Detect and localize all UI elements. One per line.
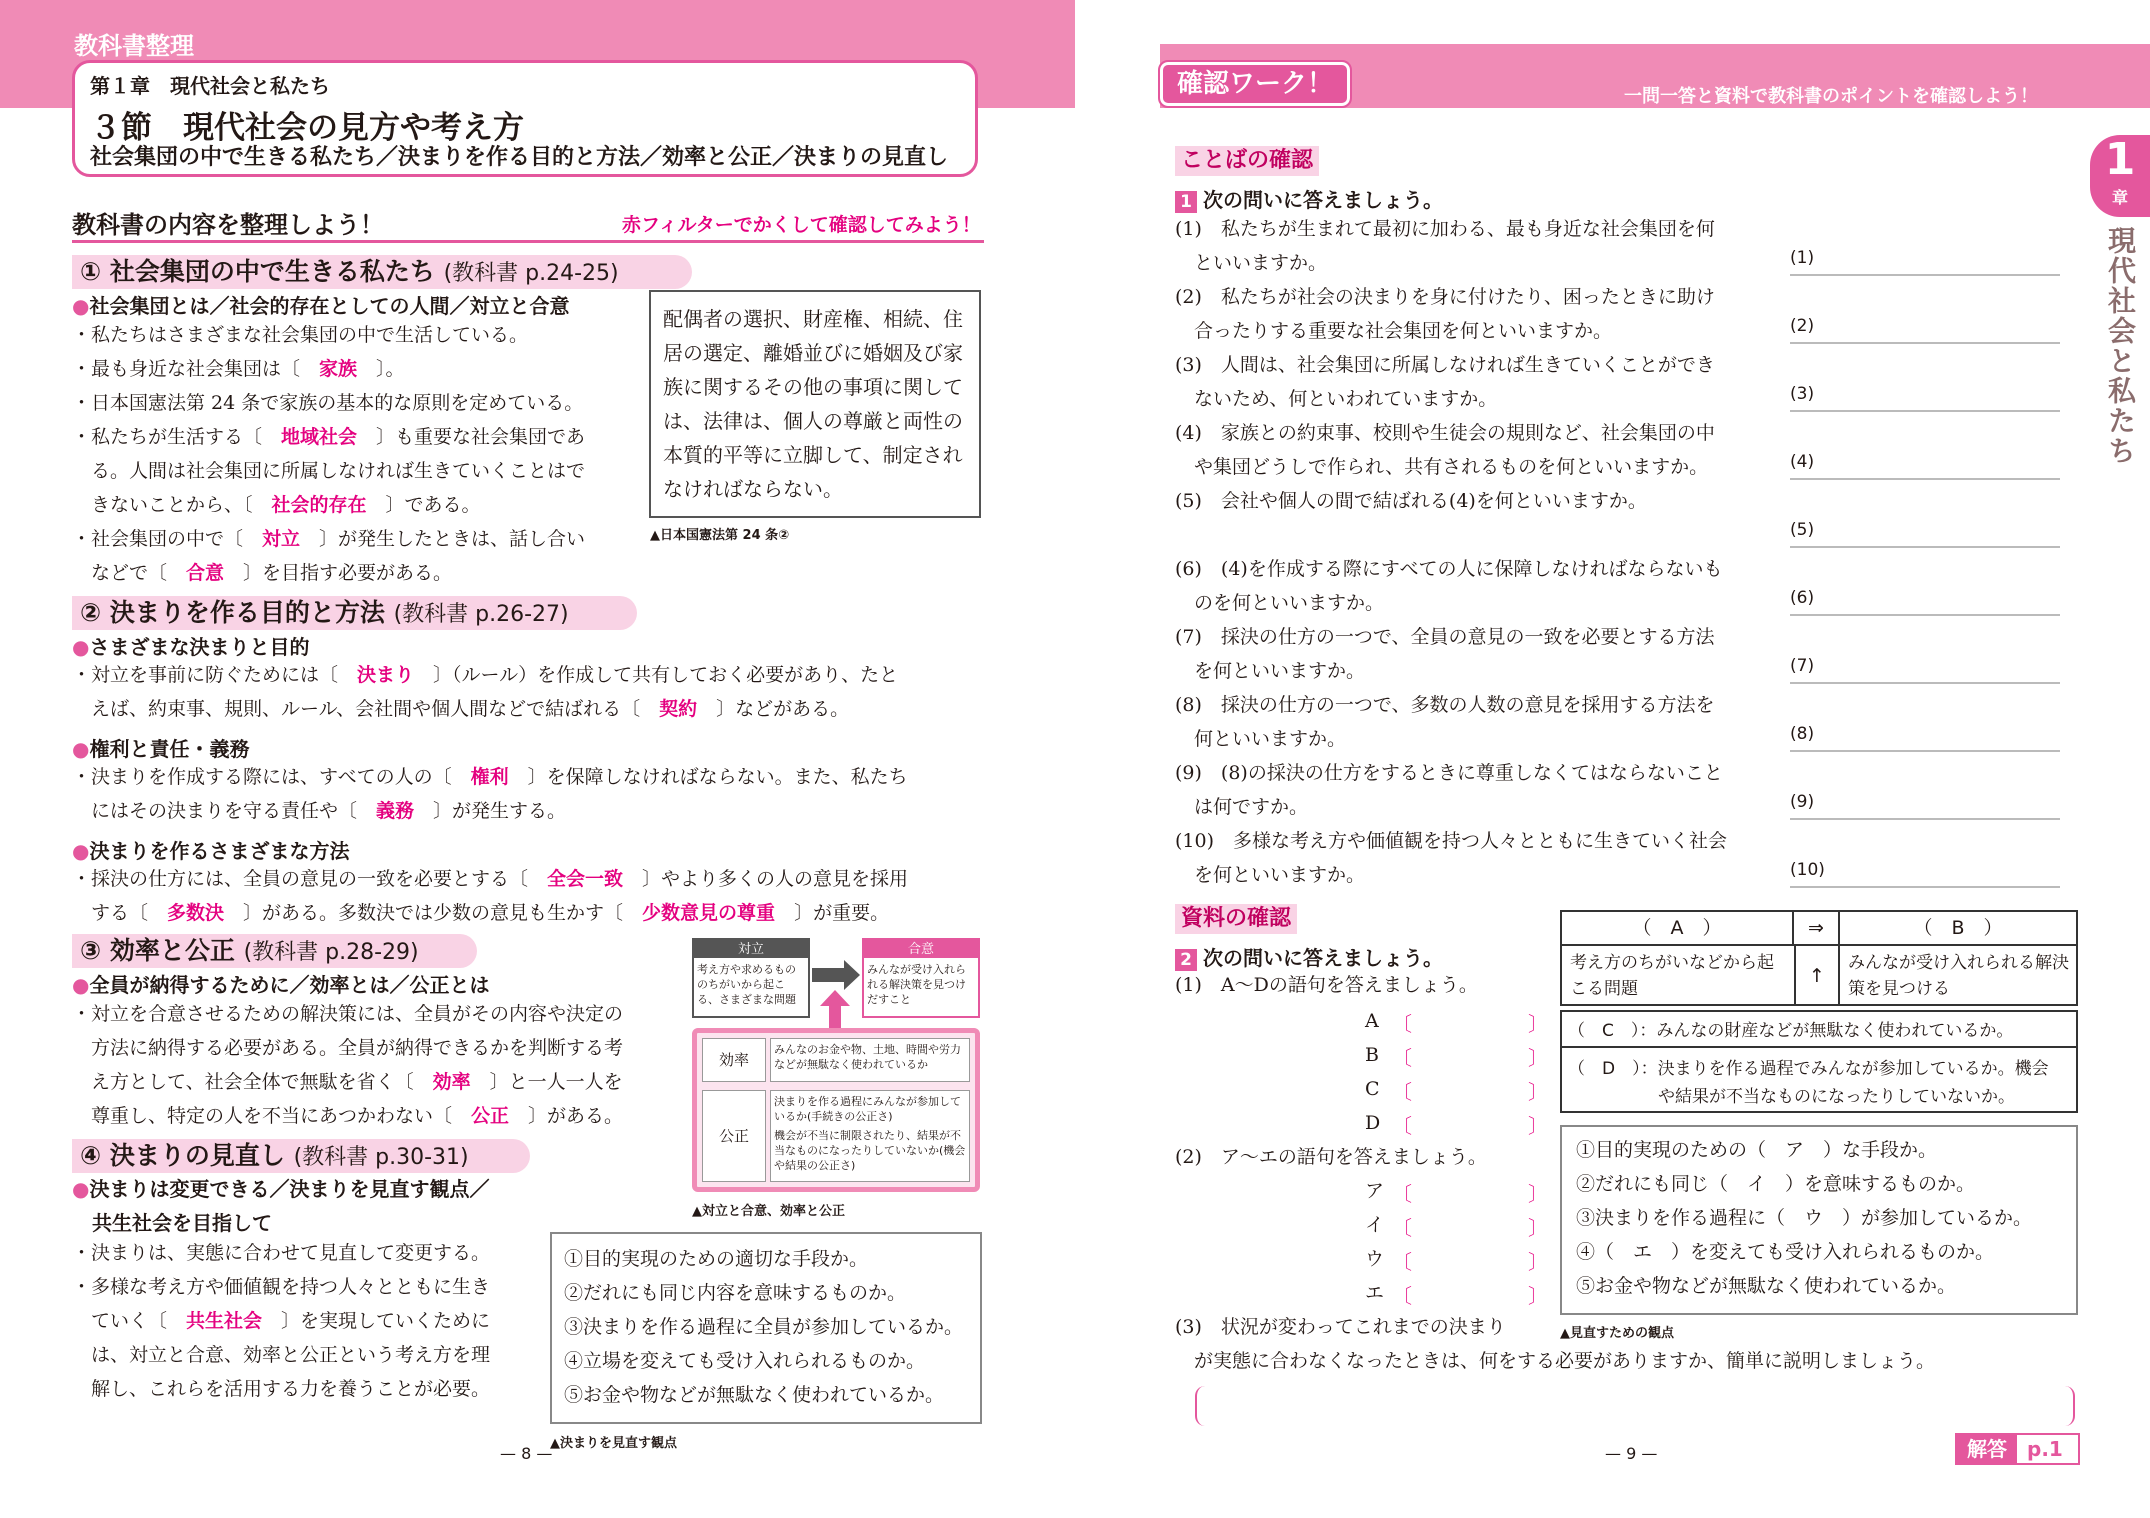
section-2-bullet-3 [72, 835, 349, 864]
answer-line[interactable] [1790, 818, 2060, 820]
section-3-line [72, 1065, 623, 1099]
section-2-line [72, 692, 849, 726]
heading-rule [72, 240, 984, 243]
line-text: ・対立を事前に防ぐためには〔 [72, 664, 358, 686]
answer-line[interactable] [1790, 478, 2060, 480]
q1-heading [1175, 184, 1443, 213]
answer-term: 家族 [319, 358, 358, 380]
answer-reference[interactable] [1955, 1433, 2080, 1465]
q1-number: 1 [1175, 191, 1197, 213]
line-text: 〕を保障しなければならない。また、私たち [508, 766, 908, 788]
question-line: (8) 採決の仕方の一つで、多数の人数の意見を採用する方法を [1175, 694, 1715, 716]
diagram-agreement-text: みんなが受け入れられる解決策を見つけだすこと [867, 963, 966, 1006]
section-2-bullet-1 [72, 631, 309, 660]
blank-answer-field[interactable] [1418, 1074, 1528, 1104]
question-line: (7) 採決の仕方の一つで、全員の意見の一致を必要とする方法 [1175, 626, 1715, 648]
section-4-heading [72, 1139, 530, 1173]
line-text: ・採決の仕方には、全員の意見の一致を必要とする〔 [72, 868, 548, 890]
table-arrow: ⇒ [1794, 912, 1840, 946]
section-1-page: (教科書 p.24-25) [443, 261, 619, 286]
table-D-line1: （ D ）：決まりを作る過程でみんなが参加しているか。機会 [1568, 1059, 2049, 1079]
bracket-close: 〕 [1528, 1284, 1548, 1308]
data-check-label: 資料の確認 [1175, 904, 1297, 934]
line-text: ・私たちはさまざまな社会集団の中で生活している。 [72, 324, 529, 346]
bracket-open: 〔 [1392, 1114, 1412, 1138]
section-1-line [72, 454, 585, 488]
diagram-fairness-text-1: 決まりを作る過程にみんなが参加しているか(手続きの公正さ) [774, 1095, 961, 1123]
line-text: する〔 [72, 902, 168, 924]
chapter-tab [2090, 135, 2150, 217]
answer-number: (10) [1790, 860, 1825, 880]
q2-2: (2) ア～エの語句を答えましょう。 [1175, 1146, 1487, 1168]
table-B-text: みんなが受け入れられる解決策を見つける [1848, 953, 2069, 999]
review-viewpoints-caption: ▲決まりを見直す観点 [550, 1436, 677, 1451]
section-2-bullet-2 [72, 733, 249, 762]
bracket-open: 〔 [1392, 1250, 1412, 1274]
section-tag: 教科書整理 [74, 32, 194, 60]
table-up-arrow: ↑ [1794, 946, 1840, 1006]
bracket-close: 〕 [1528, 1114, 1548, 1138]
blank-label: ウ [1365, 1248, 1385, 1270]
line-text: る。人間は社会集団に所属しなければ生きていくことはで [72, 460, 586, 482]
section-4-bullet-2: 共生社会を目指して [92, 1211, 272, 1235]
question-line: 何といいますか。 [1175, 728, 1347, 750]
constitution-quote: 配偶者の選択、財産権、相続、住居の選定、離婚並びに婚姻及び家族に関するその他の事項に関しては、法律は、個人の尊厳と両性の本質的平等に立脚して、制定されなければならない。 [649, 290, 981, 518]
section-2-bullet-3-text: 決まりを作るさまざまな方法 [89, 839, 350, 863]
section-title: ３節 現代社会の見方や考え方 [90, 110, 524, 146]
answer-term: 効率 [432, 1071, 471, 1093]
answer-number: (4) [1790, 452, 1815, 472]
answer-line[interactable] [1790, 750, 2060, 752]
answer-label: 解答 [1957, 1435, 2017, 1463]
table-A-text: 考え方のちがいなどから起こる問題 [1570, 953, 1774, 999]
answer-line[interactable] [1790, 682, 2060, 684]
viewpoint-question-item: ⑤お金や物などが無駄なく使われているか。 [1576, 1275, 1957, 1297]
question-line: (9) (8)の採決の仕方をするときに尊重しなくてはならないこと [1175, 762, 1723, 784]
answer-number: (1) [1790, 248, 1815, 268]
answer-term: 義務 [376, 800, 415, 822]
bracket-close: 〕 [1528, 1216, 1548, 1240]
line-text: 解し、これらを活用する力を養うことが必要。 [72, 1378, 491, 1400]
bracket-open: 〔 [1392, 1080, 1412, 1104]
bracket-open: 〔 [1392, 1182, 1412, 1206]
section-4-bullet-1 [72, 1173, 489, 1202]
section-3-bullet [72, 969, 489, 998]
left-heading: 教科書の内容を整理しよう！ [72, 211, 384, 239]
answer-term: 公正 [471, 1105, 510, 1127]
cd-divider [1562, 1046, 2076, 1048]
line-text: 〕が発生したときは、話し合い [300, 528, 586, 550]
line-text: きないことから、〔 [72, 494, 272, 516]
bracket-close: 〕 [1528, 1080, 1548, 1104]
question-line: (10) 多様な考え方や価値観を持つ人々とともに生きていく社会 [1175, 830, 1728, 852]
line-text: 〕と一人一人を [470, 1071, 623, 1093]
diagram-conflict-label: 対立 [692, 938, 810, 958]
section-subtitle: 社会集団の中で生きる私たち／決まりを作る目的と方法／効率と公正／決まりの見直し [90, 145, 949, 170]
question-line: のを何といいますか。 [1175, 592, 1385, 614]
question-line: ないため、何といわれていますか。 [1175, 388, 1498, 410]
section-2-line [72, 862, 908, 896]
line-text: 〕がある。 [509, 1105, 624, 1127]
answer-term: 共生社会 [186, 1310, 263, 1332]
viewpoint-question-item: ①目的実現のための（ ア ）な手段か。 [1576, 1139, 1938, 1161]
diagram-caption: ▲対立と合意、効率と公正 [692, 1204, 845, 1219]
question-line: (2) 私たちが社会の決まりを身に付けたり、困ったときに助け [1175, 286, 1715, 308]
blank-answer-field[interactable] [1418, 1176, 1528, 1206]
question-line: (5) 会社や個人の間で結ばれる(4)を何といいますか。 [1175, 490, 1647, 512]
viewpoint-caption: ▲見直すための観点 [1560, 1326, 1674, 1341]
answer-line[interactable] [1790, 546, 2060, 548]
work-title: 確認ワーク！ [1160, 62, 1350, 106]
bracket-close: 〕 [1528, 1182, 1548, 1206]
answer-term: 多数決 [167, 902, 225, 924]
answer-number: (9) [1790, 792, 1815, 812]
blank-answer-field[interactable] [1418, 1244, 1528, 1274]
line-text: ・日本国憲法第 24 条で家族の基本的な原則を定めている。 [72, 392, 584, 414]
line-text: ・多様な考え方や価値観を持つ人々とともに生き [72, 1276, 491, 1298]
answer-number: (2) [1790, 316, 1815, 336]
section-2-line [72, 658, 898, 692]
line-text: 〕などがある。 [697, 698, 850, 720]
line-text: にはその決まりを守る責任や〔 [72, 800, 377, 822]
answer-line[interactable] [1790, 614, 2060, 616]
line-text: 〕が発生する。 [414, 800, 567, 822]
answer-number: (7) [1790, 656, 1815, 676]
diagram-fairness-label: 公正 [702, 1090, 766, 1182]
diagram-efficiency-label: 効率 [702, 1038, 766, 1082]
blank-answer-field[interactable] [1418, 1210, 1528, 1240]
question-line: を何といいますか。 [1175, 864, 1366, 886]
question-line: 合ったりする重要な社会集団を何といいますか。 [1175, 320, 1613, 342]
section-2-line [72, 896, 889, 930]
line-text: 尊重し、特定の人を不当にあつかわない〔 [72, 1105, 472, 1127]
line-text: 〕を実現していくために [262, 1310, 491, 1332]
bracket-open: 〔 [1392, 1216, 1412, 1240]
viewpoint-item: ⑤お金や物などが無駄なく使われているか。 [564, 1384, 945, 1406]
answer-term: 全会一致 [547, 868, 624, 890]
table-D-line2: や結果が不当なものになったりしていないか。 [1658, 1087, 2015, 1107]
section-2-heading [72, 596, 637, 630]
section-2-title: ② 決まりを作る目的と方法 [80, 598, 385, 627]
answer-line[interactable] [1790, 342, 2060, 344]
section-2-bullet-2-text: 権利と責任・義務 [89, 737, 250, 761]
section-4-title: ④ 決まりの見直し [80, 1141, 285, 1170]
blank-label: A [1365, 1010, 1379, 1032]
section-1-line [72, 386, 583, 420]
section-3-line [72, 1099, 623, 1133]
question-line: (3) 人間は、社会集団に所属しなければ生きていくことができ [1175, 354, 1715, 376]
blank-label: D [1365, 1112, 1381, 1134]
review-viewpoints-box [550, 1232, 982, 1424]
answer-number: (6) [1790, 588, 1815, 608]
table-A-label: （ A ） [1562, 912, 1794, 946]
line-text: 〕（ルール）を作成して共有しておく必要があり、たと [414, 664, 899, 686]
q2-number: 2 [1175, 949, 1197, 971]
question-line: は何ですか。 [1175, 796, 1309, 818]
answer-page: p.1 [2027, 1437, 2063, 1461]
diagram-right-arrow [812, 960, 862, 990]
blank-answer-field[interactable] [1418, 1108, 1528, 1138]
table-B-label: （ B ） [1840, 912, 2076, 946]
question-line: を何といいますか。 [1175, 660, 1366, 682]
work-banner: 一問一答と資料で教科書のポイントを確認しよう！ [1624, 86, 2038, 107]
section-1-heading [72, 255, 692, 289]
section-3-line [72, 1031, 623, 1065]
table-C-line: （ C ）：みんなの財産などが無駄なく使われているか。 [1568, 1021, 2014, 1041]
section-4-line [72, 1372, 490, 1406]
blank-label: B [1365, 1044, 1379, 1066]
line-text: などで〔 [72, 562, 187, 584]
answer-term: 契約 [659, 698, 698, 720]
line-text: ・私たちが生活する〔 [72, 426, 282, 448]
cd-box [1560, 1010, 2078, 1113]
answer-line[interactable] [1790, 410, 2060, 412]
line-text: 〕。 [357, 358, 405, 380]
line-text: ・最も身近な社会集団は〔 [72, 358, 320, 380]
q2-1: (1) A～Dの語句を答えましょう。 [1175, 974, 1478, 996]
section-4-line [72, 1236, 490, 1270]
line-text: 〕を目指す必要がある。 [224, 562, 453, 584]
blank-label: エ [1365, 1282, 1385, 1304]
chapter-tab-number: 1 [2104, 134, 2136, 185]
bracket-close: 〕 [1528, 1012, 1548, 1036]
viewpoint-question-box [1560, 1125, 2078, 1315]
answer-term: 権利 [470, 766, 509, 788]
answer-term: 決まり [357, 664, 415, 686]
section-1-line [72, 318, 528, 352]
answer-term: 少数意見の尊重 [642, 902, 776, 924]
blank-label: イ [1365, 1214, 1385, 1236]
blank-answer-field[interactable] [1418, 1040, 1528, 1070]
chapter-label: 第１章 現代社会と私たち [90, 74, 330, 98]
viewpoint-question-item: ④（ エ ）を変えても受け入れられるものか。 [1576, 1241, 1995, 1263]
line-text: ていく〔 [72, 1310, 187, 1332]
blank-label: C [1365, 1078, 1380, 1100]
question-line: といいますか。 [1175, 252, 1328, 274]
question-line: (6) (4)を作成する際にすべての人に保障しなければならないも [1175, 558, 1723, 580]
viewpoint-question-item: ③決まりを作る過程に（ ウ ）が参加しているか。 [1576, 1207, 2033, 1229]
line-text: ・対立を合意させるための解決策には、全員がその内容や決定の [72, 1003, 624, 1025]
line-text: ・決まりを作成する際には、すべての人の〔 [72, 766, 471, 788]
bracket-open: 〔 [1392, 1046, 1412, 1070]
section-4-page: (教科書 p.30-31) [293, 1145, 469, 1170]
answer-term: 合意 [186, 562, 225, 584]
answer-number: (5) [1790, 520, 1815, 540]
left-hint: 赤フィルターでかくして確認してみよう！ [622, 214, 981, 236]
viewpoint-item: ②だれにも同じ内容を意味するものか。 [564, 1282, 907, 1304]
section-4-line [72, 1304, 490, 1338]
section-1-bullet [72, 290, 569, 319]
chapter-tab-label: 章 [2111, 188, 2128, 207]
section-2-line [72, 794, 566, 828]
diagram-efficiency-text: みんなのお金や物、土地、時間や労力などが無駄なく使われているか [770, 1038, 970, 1082]
answer-line[interactable] [1790, 274, 2060, 276]
section-2-line [72, 760, 908, 794]
section-1-line [72, 488, 481, 522]
line-text: 方法に納得する必要がある。全員が納得できるかを判断する考 [72, 1037, 624, 1059]
q2-3-answer-field[interactable] [1195, 1386, 2075, 1426]
answer-term: 社会的存在 [271, 494, 367, 516]
diagram-agreement-label: 合意 [862, 938, 980, 958]
line-text: 〕やより多くの人の意見を採用 [623, 868, 909, 890]
answer-number: (3) [1790, 384, 1815, 404]
question-line: (1) 私たちが生まれて最初に加わる、最も身近な社会集団を何 [1175, 218, 1715, 240]
section-3-page: (教科書 p.28-29) [243, 940, 419, 965]
chapter-vertical-title: 現代社会と私たち [2104, 226, 2137, 466]
viewpoint-item: ①目的実現のための適切な手段か。 [564, 1248, 869, 1270]
q2-heading [1175, 942, 1443, 971]
right-page-number: — 9 — [1605, 1444, 1658, 1463]
bracket-close: 〕 [1528, 1250, 1548, 1274]
line-text: ・社会集団の中で〔 [72, 528, 263, 550]
blank-answer-field[interactable] [1418, 1006, 1528, 1036]
line-text: 〕も重要な社会集団であ [357, 426, 586, 448]
q2-3-line2: が実態に合わなくなったときは、何をする必要がありますか、簡単に説明しましょう。 [1175, 1350, 1936, 1372]
left-page-number: — 8 — [500, 1444, 553, 1463]
bracket-close: 〕 [1528, 1046, 1548, 1070]
diagram-fairness-text [770, 1090, 970, 1182]
section-1-line [72, 556, 452, 590]
section-3-title: ③ 効率と公正 [80, 936, 235, 965]
section-4-bullet-1-text: 決まりは変更できる／決まりを見直す観点／ [89, 1177, 490, 1201]
q1-heading-text: 次の問いに答えましょう。 [1203, 188, 1443, 212]
answer-line[interactable] [1790, 886, 2060, 888]
blank-answer-field[interactable] [1418, 1278, 1528, 1308]
section-3-heading [72, 934, 477, 968]
section-4-line [72, 1338, 490, 1372]
viewpoint-question-item: ②だれにも同じ（ イ ）を意味するものか。 [1576, 1173, 1976, 1195]
diagram-up-arrow [820, 990, 850, 1030]
line-text: えば、約束事、規則、ルール、会社間や個人間などで結ばれる〔 [72, 698, 660, 720]
bracket-open: 〔 [1392, 1012, 1412, 1036]
section-3-bullet-text: 全員が納得するために／効率とは／公正とは [89, 973, 490, 997]
question-line: (4) 家族との約束事、校則や生徒会の規則など、社会集団の中 [1175, 422, 1715, 444]
bracket-open: 〔 [1392, 1284, 1412, 1308]
section-1-line [72, 522, 585, 556]
section-1-bullet-text: 社会集団とは／社会的存在としての人間／対立と合意 [89, 294, 570, 318]
line-text: は、対立と合意、効率と公正という考え方を理 [72, 1344, 491, 1366]
q2-3-line1: (3) 状況が変わってこれまでの決まり [1175, 1316, 1506, 1338]
words-check-label: ことばの確認 [1175, 146, 1319, 176]
line-text: ・決まりは、実態に合わせて見直して変更する。 [72, 1242, 491, 1264]
section-1-line [72, 420, 585, 454]
answer-number: (8) [1790, 724, 1815, 744]
line-text: 〕がある。多数決では少数の意見も生かす〔 [224, 902, 643, 924]
quote-caption: ▲日本国憲法第 24 条② [650, 528, 790, 543]
section-1-line [72, 352, 405, 386]
diagram-fairness-text-2: 機会が不当に制限されたり、結果が不当なものになったりしていないか(機会や結果の公正さ) [774, 1129, 966, 1172]
section-3-line [72, 997, 623, 1031]
line-text: 〕が重要。 [775, 902, 890, 924]
line-text: え方として、社会全体で無駄を省く〔 [72, 1071, 433, 1093]
section-4-line [72, 1270, 490, 1304]
viewpoint-item: ④立場を変えても受け入れられるものか。 [564, 1350, 926, 1372]
section-1-title: ① 社会集団の中で生きる私たち [80, 257, 435, 286]
question-line: や集団どうしで作られ、共有されるものを何といいますか。 [1175, 456, 1709, 478]
answer-term: 対立 [262, 528, 301, 550]
blank-label: ア [1365, 1180, 1385, 1202]
section-2-page: (教科書 p.26-27) [393, 602, 569, 627]
answer-term: 地域社会 [281, 426, 358, 448]
ab-table [1560, 910, 2078, 1006]
section-2-bullet-1-text: さまざまな決まりと目的 [89, 635, 310, 659]
viewpoint-item: ③決まりを作る過程に全員が参加しているか。 [564, 1316, 964, 1338]
q2-heading-text: 次の問いに答えましょう。 [1203, 946, 1443, 970]
diagram-conflict-text: 考え方や求めるもののちがいから起こる、さまざまな問題 [697, 963, 796, 1006]
line-text: 〕である。 [366, 494, 481, 516]
